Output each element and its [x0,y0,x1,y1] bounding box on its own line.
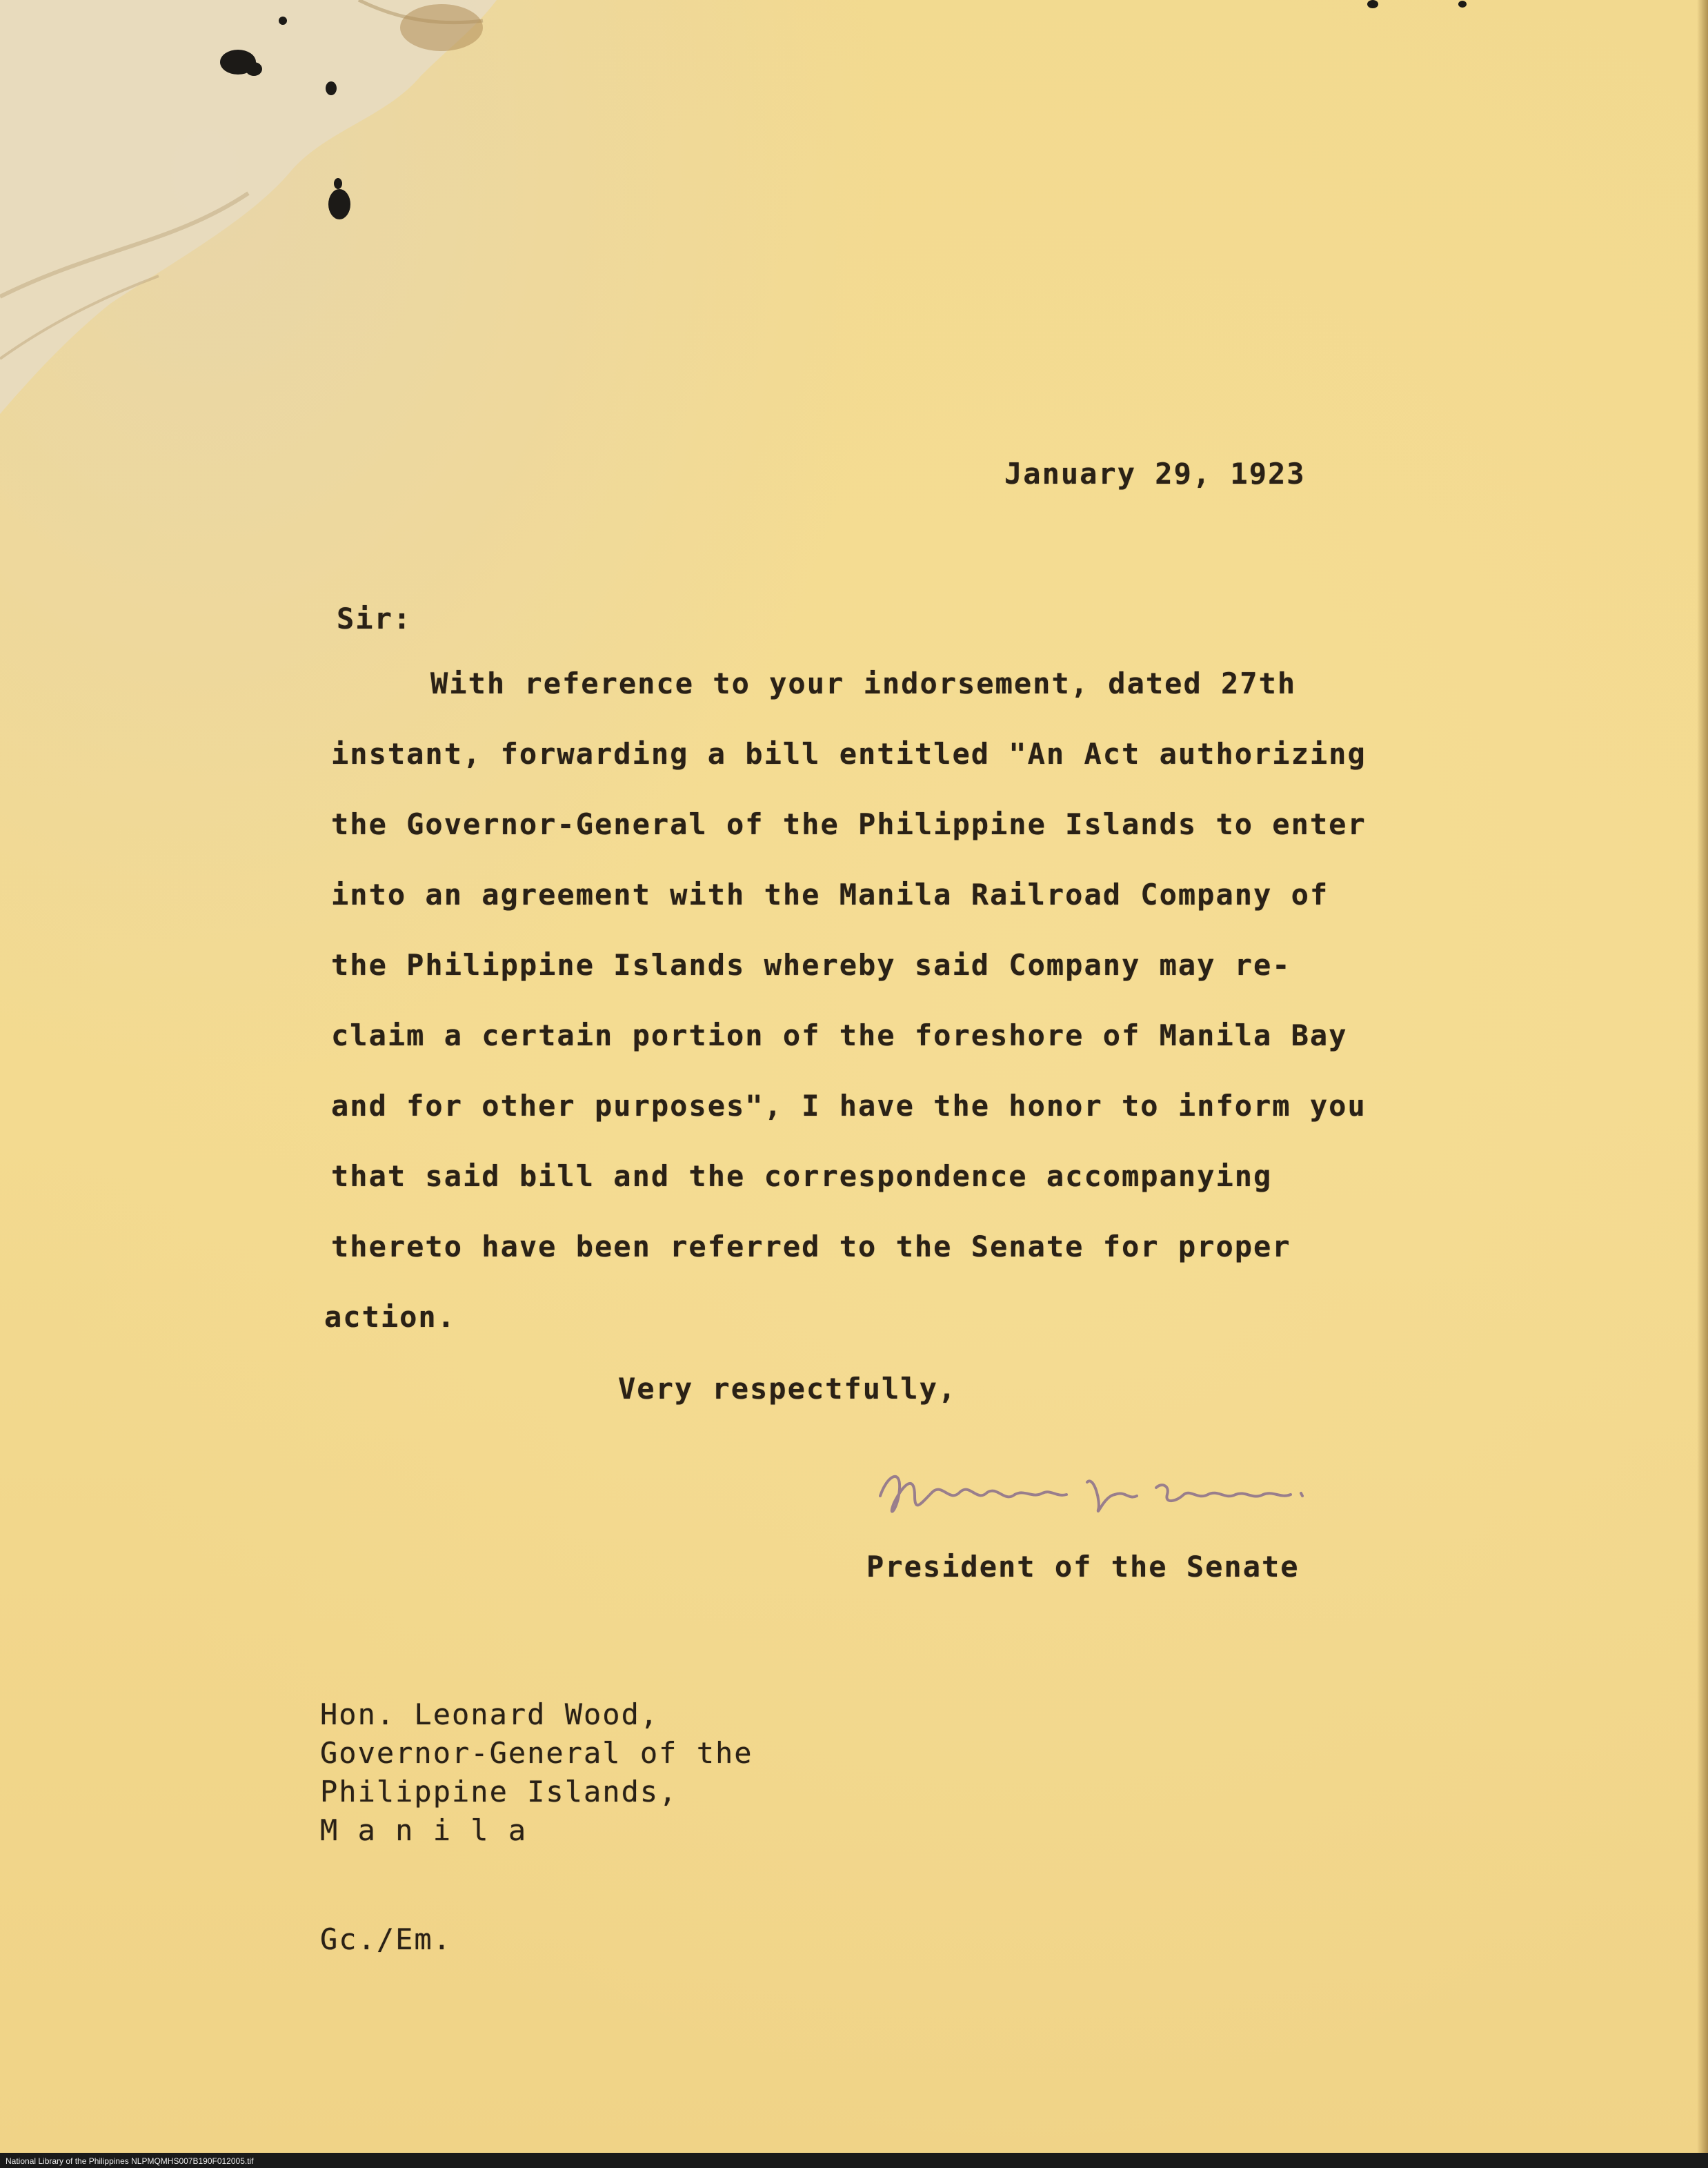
body-line: instant, forwarding a bill entitled "An Act authorizing [331,737,1367,771]
scan-footer-band [0,2153,1708,2168]
body-line: thereto have been referred to the Senate for proper [331,1230,1291,1263]
salutation: Sir: [337,602,413,635]
address-line: M a n i l a [320,1813,528,1847]
address-line: Hon. Leonard Wood, [320,1697,659,1731]
body-line: the Governor-General of the Philippine Islands to enter [331,807,1367,841]
signer-title: President of the Senate [866,1550,1300,1584]
body-line: and for other purposes", I have the honor to inform you [331,1089,1367,1123]
handwritten-signature [866,1455,1322,1530]
body-line: into an agreement with the Manila Railroad Company of [331,878,1329,911]
body-line: With reference to your indorsement, dated 27th [430,667,1297,700]
typist-initials: Gc./Em. [320,1922,453,1956]
closing: Very respectfully, [618,1372,957,1406]
letter-date: January 29, 1923 [1004,457,1306,491]
paper-edge-shadow [1697,0,1708,2168]
body-line: the Philippine Islands whereby said Company may re- [331,948,1291,982]
scan-credit-text: National Library of the Philippines NLPMQMHS007B190F012005.tif [6,2156,254,2166]
address-line: Philippine Islands, [320,1775,678,1809]
body-line: action. [324,1300,457,1334]
address-line: Governor-General of the [320,1736,753,1770]
body-line: claim a certain portion of the foreshore of Manila Bay [331,1018,1348,1052]
body-line: that said bill and the correspondence accompanying [331,1159,1273,1193]
folded-corner-stain [0,0,1708,442]
